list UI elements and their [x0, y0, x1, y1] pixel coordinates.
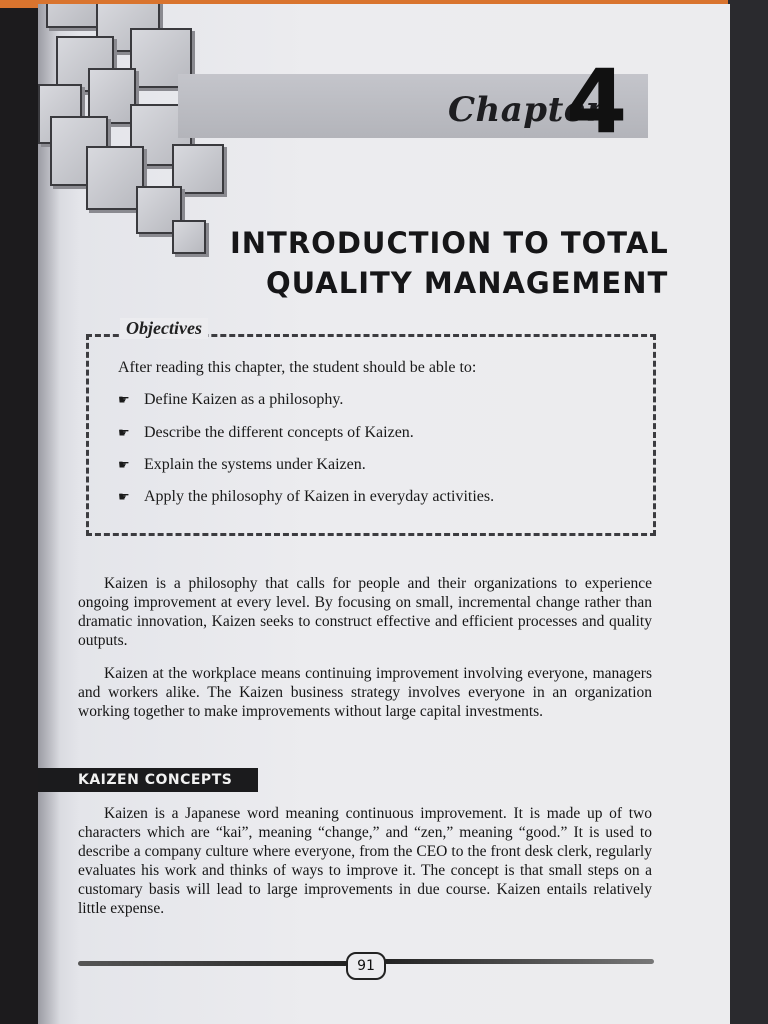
- pointing-hand-icon: ☛: [118, 392, 130, 407]
- objective-item: ☛ Explain the systems under Kaizen.: [118, 456, 366, 473]
- background-edge: [728, 0, 768, 1024]
- objective-item: ☛ Define Kaizen as a philosophy.: [118, 391, 344, 408]
- pointing-hand-icon: ☛: [118, 425, 130, 440]
- chapter-title-line-2: QUALITY MANAGEMENT: [266, 266, 669, 300]
- section-heading: KAIZEN CONCEPTS: [38, 768, 258, 792]
- book-page: [38, 4, 730, 1024]
- deco-square: [46, 4, 100, 28]
- pointing-hand-icon: ☛: [118, 489, 130, 504]
- objective-item: ☛ Apply the philosophy of Kaizen in everyday activities.: [118, 488, 495, 505]
- body-paragraph-2: Kaizen at the workplace means continuing improvement involving everyone, managers and workers alike. The Kaizen business strategy involves everyone in an organization working together to make improvements without large capital investments.: [78, 665, 652, 720]
- objective-item: ☛ Describe the different concepts of Kaizen.: [118, 424, 414, 441]
- objectives-heading: Objectives: [120, 318, 208, 339]
- page-number: 91: [346, 952, 386, 980]
- chapter-title-line-1: INTRODUCTION TO TOTAL: [230, 226, 669, 260]
- deco-square: [172, 220, 206, 254]
- body-paragraph-1: Kaizen is a philosophy that calls for people and their organizations to experience ongoing improvement at every level. By focusing on small, incremental change rather than dramatic innovation, Kaizen seeks to construct effective and efficient processes and quality outputs.: [78, 575, 652, 649]
- section-paragraph: Kaizen is a Japanese word meaning continuous improvement. It is made up of two characters which are “kai”, meaning “change,” and “zen,” meaning “good.” It is used to describe a company culture where everyone, from the CEO to the front desk clerk, regularly evaluates his work and thinks of ways to improve it. The concept is that small steps on a customary basis will lead to large improvements in due course. Kaizen entails relatively little expense.: [78, 805, 652, 917]
- footer-rule-left: [78, 961, 348, 966]
- pointing-hand-icon: ☛: [118, 457, 130, 472]
- chapter-label: Chapter: [448, 90, 605, 130]
- footer-rule-right: [384, 959, 654, 964]
- chapter-number: 4: [566, 50, 628, 153]
- objectives-intro: After reading this chapter, the student should be able to:: [118, 359, 477, 376]
